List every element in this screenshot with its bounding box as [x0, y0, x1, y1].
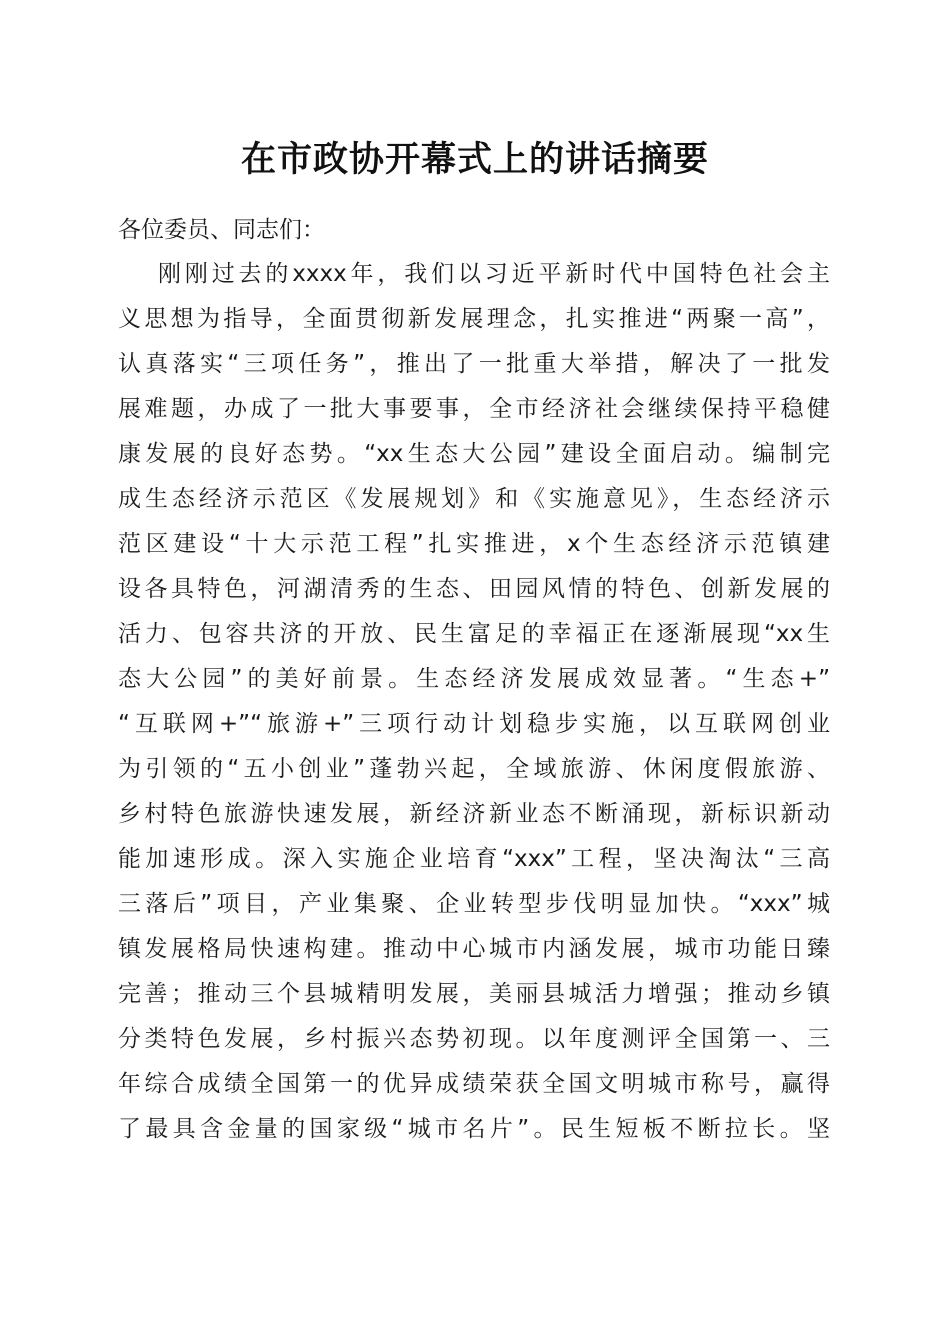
- body-line: 成生态经济示范区《发展规划》和《实施意见》，生态经济示: [118, 486, 830, 512]
- body-line: 展难题，办成了一批大事要事，全市经济社会继续保持平稳健: [118, 396, 830, 422]
- body-line: 刚刚过去的xxxx年，我们以习近平新时代中国特色社会主: [158, 261, 830, 287]
- salutation: 各位委员、同志们：: [118, 217, 325, 243]
- body-line: 康发展的良好态势。“xx生态大公园”建设全面启动。编制完: [118, 441, 830, 467]
- body-line: 年综合成绩全国第一的优异成绩荣获全国文明城市称号，赢得: [118, 1071, 830, 1097]
- body-line: 乡村特色旅游快速发展，新经济新业态不断涌现，新标识新动: [118, 801, 830, 827]
- body-line: 为引领的“五小创业”蓬勃兴起，全域旅游、休闲度假旅游、: [118, 756, 830, 782]
- body-line: 认真落实“三项任务”，推出了一批重大举措，解决了一批发: [118, 351, 830, 377]
- body-line: 态大公园”的美好前景。生态经济发展成效显著。“生态+”: [118, 666, 830, 692]
- body-line: 完善；推动三个县城精明发展，美丽县城活力增强；推动乡镇: [118, 981, 830, 1007]
- body-line: 能加速形成。深入实施企业培育“xxx”工程，坚决淘汰“三高: [118, 846, 830, 872]
- body-line: 分类特色发展，乡村振兴态势初现。以年度测评全国第一、三: [118, 1026, 830, 1052]
- body-line: 范区建设“十大示范工程”扎实推进，x个生态经济示范镇建: [118, 531, 830, 557]
- body-line: “互联网+”“旅游+”三项行动计划稳步实施，以互联网创业: [118, 711, 830, 737]
- body-line: 了最具含金量的国家级“城市名片”。民生短板不断拉长。坚: [118, 1116, 830, 1142]
- body-line: 镇发展格局快速构建。推动中心城市内涵发展，城市功能日臻: [118, 936, 830, 962]
- document-title: 在市政协开幕式上的讲话摘要: [240, 139, 709, 180]
- body-line: 设各具特色，河湖清秀的生态、田园风情的特色、创新发展的: [118, 576, 830, 602]
- body-line: 活力、包容共济的开放、民生富足的幸福正在逐渐展现“xx生: [118, 621, 830, 647]
- body-line: 三落后”项目，产业集聚、企业转型步伐明显加快。“xxx”城: [118, 891, 830, 917]
- body-line: 义思想为指导，全面贯彻新发展理念，扎实推进“两聚一高”，: [118, 306, 830, 332]
